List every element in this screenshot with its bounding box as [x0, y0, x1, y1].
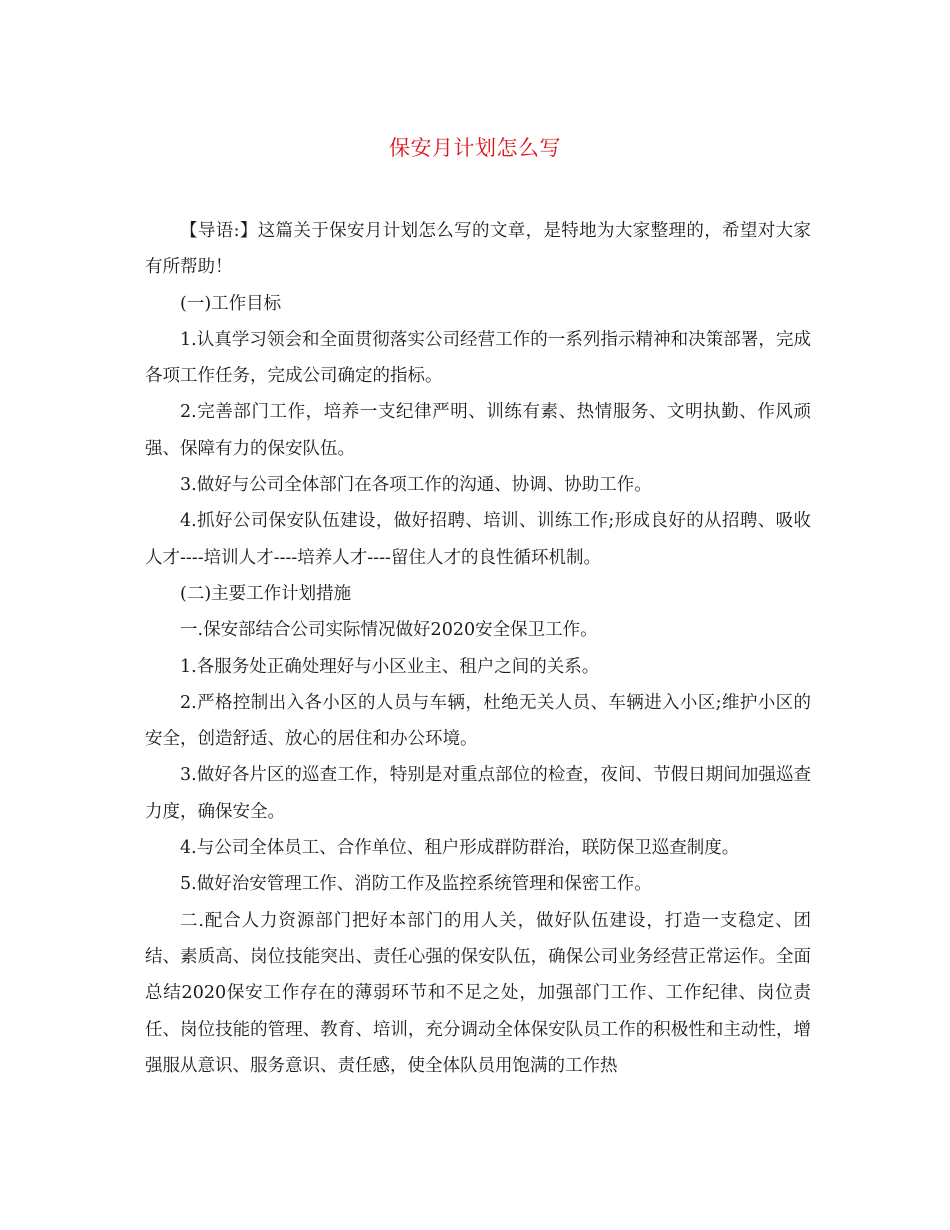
paragraph-goal-4: 4.抓好公司保安队伍建设，做好招聘、培训、训练工作;形成良好的从招聘、吸收人才----培训人才----培养人才----留住人才的良性循环机制。 — [145, 511, 811, 568]
section-heading-goals: (一)工作目标 — [180, 293, 282, 314]
paragraph-measure-3: 3.做好各片区的巡查工作，特别是对重点部位的检查，夜间、节假日期间加强巡查力度，确保安全。 — [145, 765, 811, 822]
paragraph-measure-heading-1: 一.保安部结合公司实际情况做好2020安全保卫工作。 — [180, 620, 598, 641]
paragraph-goal-3: 3.做好与公司全体部门在各项工作的沟通、协调、协助工作。 — [180, 475, 652, 496]
paragraph-goal-2: 2.完善部门工作，培养一支纪律严明、训练有素、热情服务、文明执勤、作风顽强、保障有力的保安队伍。 — [145, 402, 811, 459]
paragraph-measure-1: 1.各服务处正确处理好与小区业主、租户之间的关系。 — [180, 656, 600, 677]
paragraph-measure-5: 5.做好治安管理工作、消防工作及监控系统管理和保密工作。 — [180, 874, 652, 895]
document-title: 保安月计划怎么写 — [389, 136, 561, 160]
paragraph-measure-heading-2: 二.配合人力资源部门把好本部门的用人关，做好队伍建设，打造一支稳定、团结、素质高、岗位技能突出、责任心强的保安队伍，确保公司业务经营正常运作。全面总结2020保安工作存在的薄弱环节和不足之处，加强部门工作、工作纪律、岗位责任、岗位技能的管理、教育、培训，充分调动全体保安队员工作的积极性和主动性，增强服从意识、服务意识、责任感，使全体队员用饱满的工作热 — [145, 910, 811, 1076]
paragraph-measure-2: 2.严格控制出入各小区的人员与车辆，杜绝无关人员、车辆进入小区;维护小区的安全，创造舒适、放心的居住和办公环境。 — [145, 692, 811, 750]
paragraph-goal-1: 1.认真学习领会和全面贯彻落实公司经营工作的一系列指示精神和决策部署，完成各项工作任务，完成公司确定的指标。 — [145, 329, 811, 387]
paragraph-measure-4: 4.与公司全体员工、合作单位、租户形成群防群治，联防保卫巡查制度。 — [180, 838, 740, 859]
paragraph-intro: 【导语:】这篇关于保安月计划怎么写的文章，是特地为大家整理的，希望对大家有所帮助！ — [145, 221, 811, 278]
section-heading-measures: (二)主要工作计划措施 — [180, 583, 352, 604]
document-body — [145, 213, 811, 1084]
